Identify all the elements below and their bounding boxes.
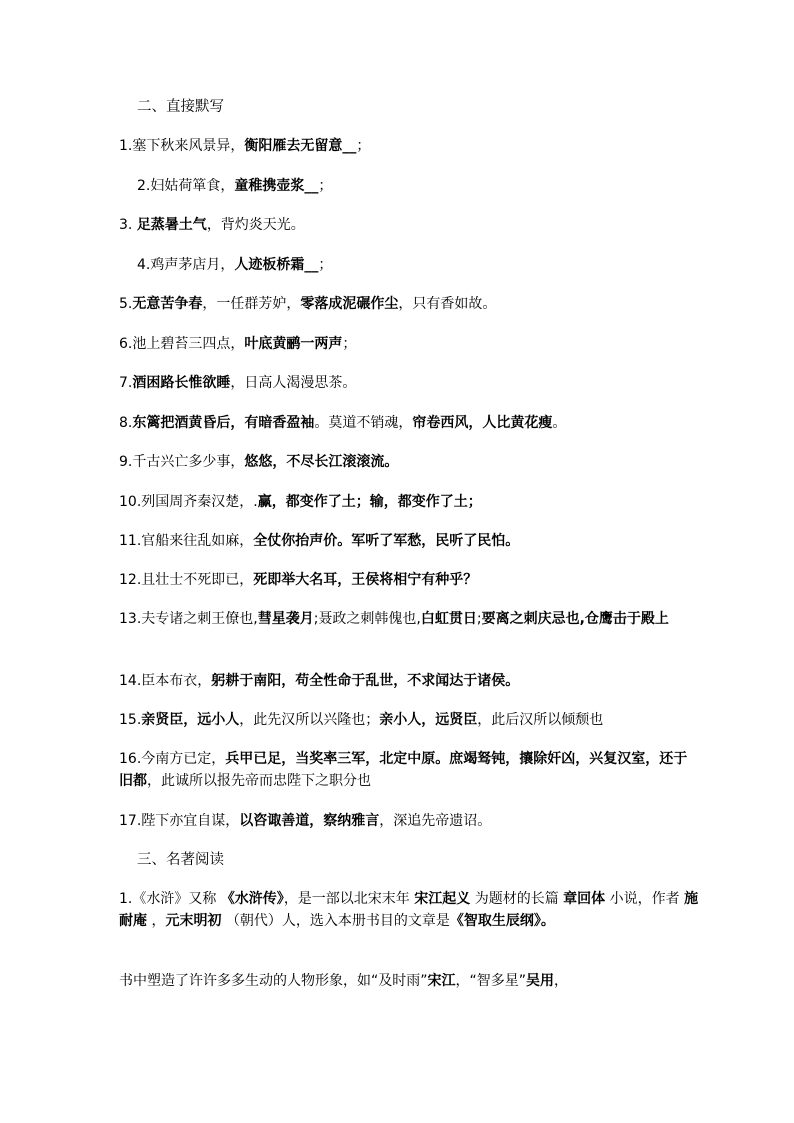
item-6 xyxy=(119,333,699,355)
prompt-text: 7. xyxy=(119,375,133,391)
prompt-text: ； xyxy=(342,336,357,352)
answer-text: 零落成泥碾作尘 xyxy=(300,296,399,312)
answer-text: 躬耕于南阳，苟全性命于乱世，不求闻达于诸侯。 xyxy=(211,673,520,689)
prompt-text: 6.池上碧苔三四点， xyxy=(119,336,245,352)
answer-text: 全仗你抬声价。军听了军愁，民听了民怕。 xyxy=(253,533,520,549)
item-1 xyxy=(119,135,699,157)
prompt-text: ，深追先帝遗诏。 xyxy=(379,813,492,829)
answer-text: 亲贤臣，远小人 xyxy=(141,712,240,728)
item-17 xyxy=(119,810,699,832)
item-14 xyxy=(119,670,699,692)
answer-text: 元末明初 xyxy=(165,913,222,929)
classics-item-1 xyxy=(119,888,699,932)
item-8 xyxy=(119,412,699,434)
prompt-text: 。 xyxy=(552,415,567,431)
prompt-text: ，此诚所以报先帝而忠陛下之职分也 xyxy=(147,773,371,789)
answer-text: 章回体 xyxy=(563,891,606,907)
prompt-text: ; xyxy=(476,611,482,627)
prompt-text: 17.陛下亦宜自谋， xyxy=(119,813,240,829)
item-11 xyxy=(119,530,699,552)
prompt-text: 10.列国周齐秦汉楚，. xyxy=(119,494,258,510)
prompt-text: ，一任群芳妒， xyxy=(202,296,301,312)
answer-text: 兵甲已足，当奖率三军，北定中原。庶竭驽钝，攘除奸凶，兴复汉室，还于旧都 xyxy=(119,751,688,789)
prompt-text: ，此后汉所以倾颓也 xyxy=(477,712,604,728)
answer-text: 宋江 xyxy=(427,973,456,989)
prompt-text: （朝代）人，选入本册书目的文章是 xyxy=(221,913,450,929)
prompt-text: ;聂政之刺韩傀也, xyxy=(313,611,421,627)
prompt-text: 16.今南方已定， xyxy=(119,751,226,767)
prompt-text: 5. xyxy=(119,296,133,312)
item-16 xyxy=(119,748,699,792)
answer-text: 赢，都变作了土；输，都变作了土； xyxy=(257,494,482,510)
prompt-text: 11.官船来往乱如麻， xyxy=(119,533,254,549)
answer-text: 悠悠，不尽长江滚滚流。 xyxy=(244,454,399,470)
prompt-text: ， xyxy=(554,973,569,989)
prompt-text: 15. xyxy=(119,712,142,728)
prompt-text: ，“智多星” xyxy=(455,973,527,989)
item-15 xyxy=(119,709,699,731)
answer-text: 白虹贯日 xyxy=(420,611,477,627)
prompt-text: ， xyxy=(147,913,166,929)
answer-text: 亲小人，远贤臣 xyxy=(379,712,478,728)
answer-text: 足蒸暑土气 xyxy=(136,217,207,233)
prompt-text: 13.夫专诸之刺王僚也, xyxy=(119,611,258,627)
prompt-text: 3. xyxy=(119,217,137,233)
item-9 xyxy=(119,451,699,473)
answer-text: 宋江起义 xyxy=(414,891,471,907)
item-13 xyxy=(119,608,699,630)
item-7 xyxy=(119,372,699,394)
answer-text: 酒困路长惟欲睡 xyxy=(132,375,231,391)
prompt-text: 小说，作者 xyxy=(605,891,685,907)
prompt-text: 2.妇姑荷箪食， xyxy=(137,178,235,194)
prompt-text: ，此先汉所以兴隆也； xyxy=(239,712,380,728)
prompt-text: 8. xyxy=(119,415,133,431)
prompt-text: ； xyxy=(318,178,333,194)
item-2 xyxy=(137,175,717,197)
item-5 xyxy=(119,293,699,315)
prompt-text: 9.千古兴亡多少事， xyxy=(119,454,245,470)
prompt-text: 14.臣本布衣， xyxy=(119,673,212,689)
answer-text: 童稚携壶浆__ xyxy=(234,178,319,194)
answer-text: 要离之刺庆忌也,仓鹰击于殿上 xyxy=(481,611,669,627)
item-10 xyxy=(119,491,699,513)
prompt-text: ，是一部以北宋末年 xyxy=(283,891,415,907)
prompt-text: 为题材的长篇 xyxy=(470,891,564,907)
answer-text: 叶底黄鹂一两声 xyxy=(244,336,343,352)
prompt-text: ； xyxy=(318,257,333,273)
prompt-text: ； xyxy=(356,138,371,154)
answer-text: 死即举大名耳，王侯将相宁有种乎？ xyxy=(253,572,478,588)
answer-text: 无意苦争春 xyxy=(132,296,203,312)
section-title-classics: 三、名著阅读 xyxy=(137,852,224,868)
answer-text: 帘卷西风，人比黄花瘦 xyxy=(412,415,553,431)
answer-text: 东篱把酒黄昏后，有暗香盈袖 xyxy=(132,415,315,431)
prompt-text: 书中塑造了许许多多生动的人物形象，如“及时雨” xyxy=(119,973,428,989)
answer-text: 彗星袭月 xyxy=(257,611,314,627)
section-title-dictation: 二、直接默写 xyxy=(137,99,224,115)
prompt-text: ，背灼炎天光。 xyxy=(206,217,305,233)
answer-text: 以咨诹善道，察纳雅言 xyxy=(239,813,380,829)
item-12 xyxy=(119,569,699,591)
item-3 xyxy=(119,214,699,236)
answer-text: 《智取生辰纲》。 xyxy=(449,913,555,929)
answer-text: 施耐庵 xyxy=(119,891,699,929)
answer-text: 衡阳雁去无留意__ xyxy=(244,138,357,154)
classics-item-2 xyxy=(119,970,699,992)
answer-text: 吴用 xyxy=(526,973,555,989)
prompt-text: 1.《水浒》又称 xyxy=(119,891,221,907)
prompt-text: 4.鸡声茅店月， xyxy=(137,257,235,273)
prompt-text: 。莫道不销魂， xyxy=(314,415,413,431)
prompt-text: ，只有香如故。 xyxy=(398,296,497,312)
prompt-text: 1.塞下秋来风景异， xyxy=(119,138,245,154)
item-4 xyxy=(137,254,717,276)
answer-text: 人迹板桥霜__ xyxy=(234,257,319,273)
prompt-text: ，日高人渴漫思茶。 xyxy=(230,375,357,391)
answer-text: 《水浒传》 xyxy=(220,891,284,907)
prompt-text: 12.且壮士不死即已， xyxy=(119,572,254,588)
